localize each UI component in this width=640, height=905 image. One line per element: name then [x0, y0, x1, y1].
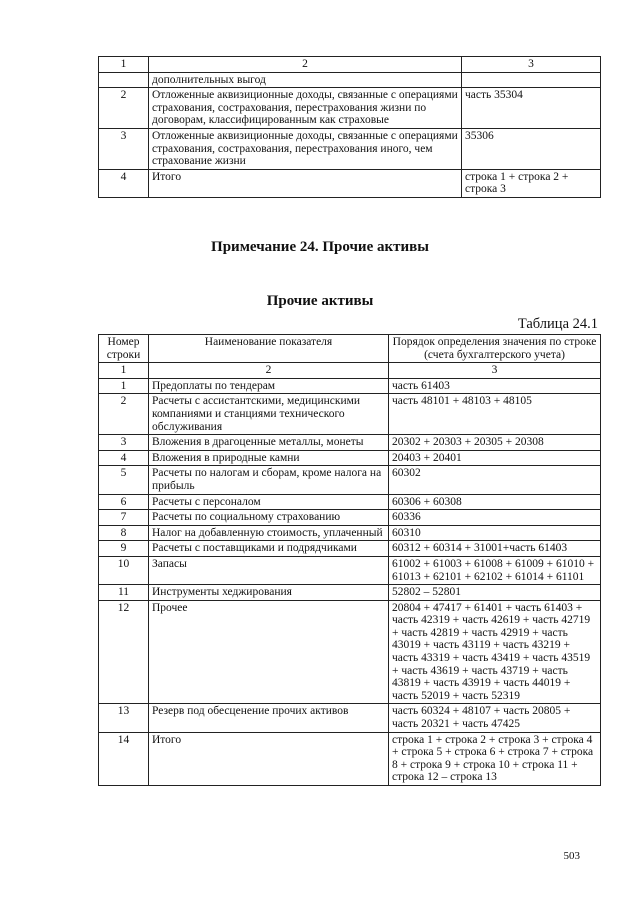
row-name: Расчеты с ассистантскими, медицинскими компаниями и станциями технического обслуживания — [149, 394, 389, 435]
row-name: Расчеты по социальному страхованию — [149, 510, 389, 526]
row-value: 61002 + 61003 + 61008 + 61009 + 61010 + 61013 + 62101 + 62102 + 61014 + 61101 — [389, 556, 601, 584]
table-row — [99, 732, 601, 785]
table-row — [99, 525, 601, 541]
row-value: строка 1 + строка 2 + строка 3 — [462, 169, 601, 197]
table-header-row — [99, 57, 601, 73]
row-name: Прочее — [149, 600, 389, 704]
row-name: Расчеты по налогам и сборам, кроме налога на прибыль — [149, 466, 389, 494]
column-number-row — [99, 363, 601, 379]
table-row — [99, 585, 601, 601]
row-value: строка 1 + строка 2 + строка 3 + строка 4 + строка 5 + строка 6 + строка 7 + строка 8 + строка 9 + строка 10 + строка 11 + строка 12 – строка 13 — [389, 732, 601, 785]
row-value: 60306 + 60308 — [389, 494, 601, 510]
row-number: 14 — [99, 732, 149, 785]
row-value: 20403 + 20401 — [389, 450, 601, 466]
row-name: Итого — [149, 169, 462, 197]
header-indicator-name: Наименование показателя — [149, 335, 389, 363]
row-name: Расчеты с поставщиками и подрядчиками — [149, 541, 389, 557]
continuation-table — [98, 56, 601, 198]
row-name: Инструменты хеджирования — [149, 585, 389, 601]
header-row-number: Номер строки — [99, 335, 149, 363]
row-name: Вложения в драгоценные металлы, монеты — [149, 435, 389, 451]
row-name: Расчеты с персоналом — [149, 494, 389, 510]
row-value: 20302 + 20303 + 20305 + 20308 — [389, 435, 601, 451]
row-number: 10 — [99, 556, 149, 584]
col-number-3: 3 — [389, 363, 601, 379]
table-label: Таблица 24.1 — [517, 316, 598, 332]
section-title: Прочие активы — [266, 293, 374, 309]
row-number: 7 — [99, 510, 149, 526]
table-row — [99, 704, 601, 732]
row-value: 20804 + 47417 + 61401 + часть 61403 + часть 42319 + часть 42619 + часть 42719 + часть 42819 + часть 42919 + часть 43019 + часть 43119 + часть 43219 + часть 43319 + часть 43419 + часть 43519 + часть 43619 + часть 43719 + часть 43819 + часть 43919 + часть 44019 + часть 52019 + часть 52319 — [389, 600, 601, 704]
col-number-1: 1 — [99, 363, 149, 379]
table-header-row — [99, 335, 601, 363]
col-number-3: 3 — [462, 57, 601, 73]
row-number: 4 — [99, 169, 149, 197]
other-assets-table — [98, 334, 601, 786]
table-row — [99, 169, 601, 197]
row-number: 13 — [99, 704, 149, 732]
row-number: 2 — [99, 88, 149, 129]
row-value: 60302 — [389, 466, 601, 494]
col-number-2: 2 — [149, 57, 462, 73]
row-number: 4 — [99, 450, 149, 466]
table-row — [99, 541, 601, 557]
row-number: 2 — [99, 394, 149, 435]
row-name: Резерв под обесценение прочих активов — [149, 704, 389, 732]
row-number: 3 — [99, 435, 149, 451]
row-number: 12 — [99, 600, 149, 704]
table-row — [99, 128, 601, 169]
row-number: 8 — [99, 525, 149, 541]
row-number: 6 — [99, 494, 149, 510]
row-number: 1 — [99, 378, 149, 394]
row-number: 11 — [99, 585, 149, 601]
row-number — [99, 72, 149, 88]
row-name: Итого — [149, 732, 389, 785]
row-name: Предоплаты по тендерам — [149, 378, 389, 394]
row-number: 5 — [99, 466, 149, 494]
table-row — [99, 72, 601, 88]
row-value: часть 35304 — [462, 88, 601, 129]
table-row — [99, 556, 601, 584]
table-row — [99, 394, 601, 435]
row-value: часть 61403 — [389, 378, 601, 394]
row-name: Отложенные аквизиционные доходы, связанные с операциями страхования, сострахования, перестрахования жизни по договорам, классифицированным как страховые — [149, 88, 462, 129]
table-row — [99, 600, 601, 704]
table-row — [99, 494, 601, 510]
row-value: 52802 – 52801 — [389, 585, 601, 601]
table-row — [99, 88, 601, 129]
col-number-2: 2 — [149, 363, 389, 379]
header-value-order: Порядок определения значения по строке (счета бухгалтерского учета) — [389, 335, 601, 363]
row-value: часть 48101 + 48103 + 48105 — [389, 394, 601, 435]
table-row — [99, 450, 601, 466]
table-row — [99, 466, 601, 494]
row-value: часть 60324 + 48107 + часть 20805 + часть 20321 + часть 47425 — [389, 704, 601, 732]
row-number: 3 — [99, 128, 149, 169]
table-row — [99, 510, 601, 526]
col-number-1: 1 — [99, 57, 149, 73]
row-value: 35306 — [462, 128, 601, 169]
note-title: Примечание 24. Прочие активы — [211, 239, 429, 255]
row-name: Запасы — [149, 556, 389, 584]
row-value — [462, 72, 601, 88]
table-row — [99, 435, 601, 451]
row-number: 9 — [99, 541, 149, 557]
row-name: Налог на добавленную стоимость, уплаченный — [149, 525, 389, 541]
row-value: 60312 + 60314 + 31001+часть 61403 — [389, 541, 601, 557]
row-value: 60336 — [389, 510, 601, 526]
row-value: 60310 — [389, 525, 601, 541]
row-name: дополнительных выгод — [149, 72, 462, 88]
page-number: 503 — [563, 850, 580, 862]
row-name: Вложения в природные камни — [149, 450, 389, 466]
row-name: Отложенные аквизиционные доходы, связанные с операциями страхования, сострахования, перестрахования иного, чем страхование жизни — [149, 128, 462, 169]
table-row — [99, 378, 601, 394]
